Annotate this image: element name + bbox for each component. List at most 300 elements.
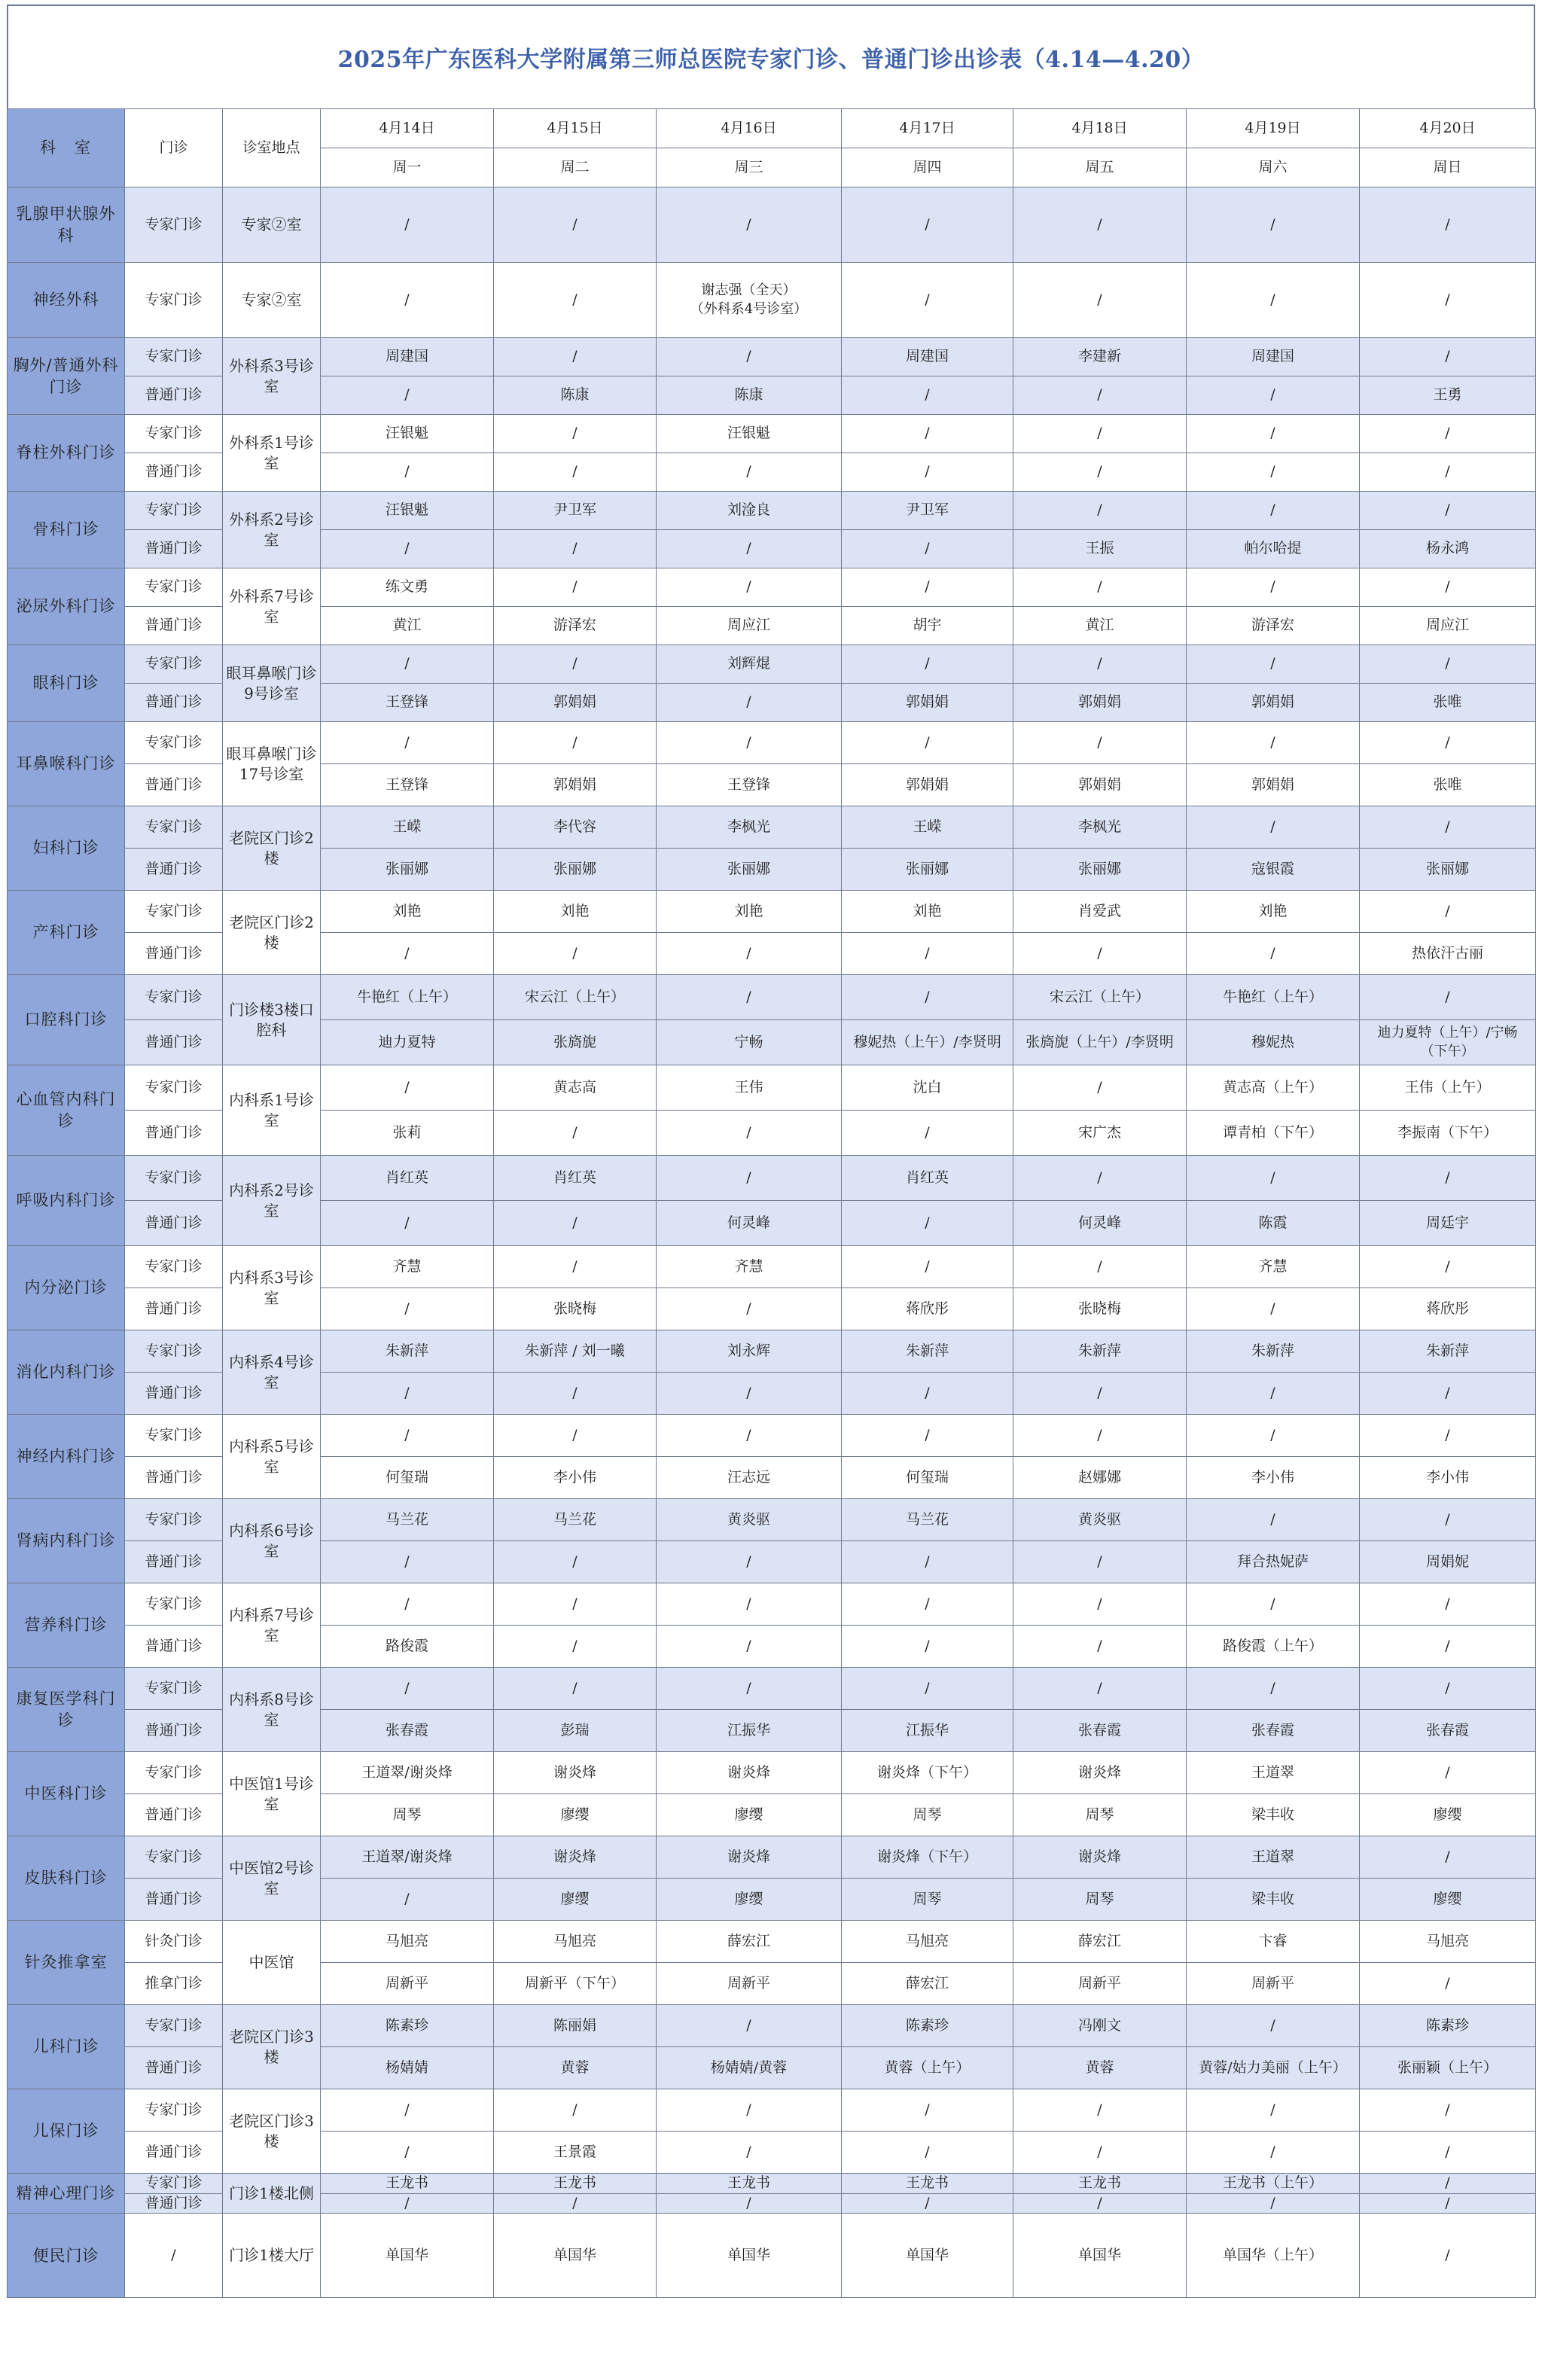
schedule-cell: 赵娜娜 (1013, 1457, 1187, 1499)
schedule-cell: / (657, 933, 842, 975)
clinic-location: 老院区门诊2楼 (223, 891, 321, 975)
schedule-cell: / (657, 1583, 842, 1626)
department-name: 妇科门诊 (8, 806, 125, 891)
schedule-cell: 王振 (1013, 530, 1187, 568)
header-weekday: 周日 (1360, 148, 1536, 187)
schedule-cell: / (1187, 415, 1360, 453)
table-row (8, 1415, 1536, 1457)
clinic-type: 专家门诊 (125, 722, 223, 764)
schedule-cell: 汪志远 (657, 1457, 842, 1499)
schedule-cell: 王景霞 (494, 2132, 657, 2174)
schedule-cell: / (657, 2089, 842, 2132)
table-row (8, 1583, 1536, 1626)
department-name: 儿保门诊 (8, 2089, 125, 2174)
schedule-cell: / (1187, 1288, 1360, 1330)
schedule-cell: 廖缨 (657, 1879, 842, 1921)
schedule-cell: 周新平 (1013, 1963, 1187, 2005)
schedule-cell: 游泽宏 (1187, 607, 1360, 645)
schedule-cell: / (1187, 2005, 1360, 2047)
schedule-cell: 何玺瑞 (321, 1457, 494, 1499)
schedule-cell: / (1360, 1415, 1536, 1457)
schedule-cell: 朱新萍 / 刘一曦 (494, 1330, 657, 1373)
schedule-cell: 周新平 (1187, 1963, 1360, 2005)
table-row (8, 1156, 1536, 1201)
clinic-location: 内科系5号诊室 (223, 1415, 321, 1499)
schedule-cell: / (494, 933, 657, 975)
clinic-location: 老院区门诊3楼 (223, 2005, 321, 2089)
schedule-cell: 王伟（上午） (1360, 1065, 1536, 1111)
clinic-type: 普通门诊 (125, 1879, 223, 1921)
schedule-cell: 谢炎烽 (494, 1752, 657, 1794)
schedule-cell: 梁丰收 (1187, 1794, 1360, 1836)
clinic-type: 普通门诊 (125, 453, 223, 492)
schedule-cell: 卞睿 (1187, 1921, 1360, 1963)
schedule-cell: 王龙书 (842, 2174, 1013, 2194)
schedule-cell: / (494, 453, 657, 492)
schedule-cell: / (1360, 1963, 1536, 2005)
schedule-cell: / (657, 453, 842, 492)
schedule-cell: / (657, 2193, 842, 2214)
schedule-cell: / (1360, 492, 1536, 530)
schedule-cell: 王勇 (1360, 376, 1536, 415)
schedule-cell: 张莉 (321, 1111, 494, 1156)
schedule-cell: 牛艳红（上午） (1187, 975, 1360, 1020)
schedule-cell: / (321, 1583, 494, 1626)
schedule-cell: / (494, 1583, 657, 1626)
schedule-cell: 郭娟娟 (494, 764, 657, 806)
schedule-cell: 郭娟娟 (1013, 684, 1187, 722)
schedule-cell: / (321, 722, 494, 764)
schedule-cell: / (321, 1065, 494, 1111)
clinic-location: 门诊1楼北侧 (223, 2174, 321, 2214)
schedule-cell: / (321, 530, 494, 568)
schedule-cell: 江振华 (657, 1710, 842, 1752)
schedule-cell: / (1187, 1499, 1360, 1541)
schedule-cell: / (1013, 1373, 1187, 1415)
schedule-sheet (7, 5, 1535, 2298)
department-name: 针灸推拿室 (8, 1921, 125, 2005)
schedule-cell: 尹卫军 (494, 492, 657, 530)
schedule-cell: 周建国 (1187, 338, 1360, 376)
table-row (8, 806, 1536, 849)
schedule-cell: / (1187, 568, 1360, 607)
schedule-cell: / (1360, 1668, 1536, 1710)
schedule-cell: / (842, 1626, 1013, 1668)
clinic-location: 内科系2号诊室 (223, 1156, 321, 1246)
schedule-cell: / (1013, 2089, 1187, 2132)
schedule-cell: 谢炎烽 (1013, 1752, 1187, 1794)
schedule-cell: / (1360, 453, 1536, 492)
schedule-cell: 王龙书 (657, 2174, 842, 2194)
department-name: 精神心理门诊 (8, 2174, 125, 2214)
header-row-dates (8, 109, 1536, 148)
schedule-cell: / (494, 1201, 657, 1246)
clinic-location: 外科系2号诊室 (223, 492, 321, 568)
schedule-cell: / (1360, 263, 1536, 338)
schedule-cell: 李振南（下午） (1360, 1111, 1536, 1156)
schedule-cell: 单国华 (657, 2214, 842, 2298)
clinic-type: 普通门诊 (125, 684, 223, 722)
clinic-type: 普通门诊 (125, 1373, 223, 1415)
schedule-cell: 马旭亮 (1360, 1921, 1536, 1963)
schedule-cell: / (1360, 2214, 1536, 2298)
schedule-cell: / (657, 684, 842, 722)
clinic-type: 专家门诊 (125, 2174, 223, 2194)
schedule-cell: 周琴 (842, 1794, 1013, 1836)
header-date: 4月20日 (1360, 109, 1536, 148)
schedule-cell: / (657, 1415, 842, 1457)
clinic-type: 普通门诊 (125, 1201, 223, 1246)
schedule-cell: / (1013, 1156, 1187, 1201)
schedule-cell: / (657, 2005, 842, 2047)
department-name: 乳腺甲状腺外科 (8, 187, 125, 263)
clinic-type: 普通门诊 (125, 1020, 223, 1065)
schedule-cell: / (321, 1879, 494, 1921)
clinic-type: 专家门诊 (125, 1499, 223, 1541)
schedule-cell: 彭瑞 (494, 1710, 657, 1752)
table-row (8, 2089, 1536, 2132)
schedule-cell: 李枫光 (1013, 806, 1187, 849)
table-row (8, 492, 1536, 530)
header-date: 4月14日 (321, 109, 494, 148)
clinic-type: 推拿门诊 (125, 1963, 223, 2005)
schedule-cell: / (1013, 376, 1187, 415)
schedule-cell: / (842, 2193, 1013, 2214)
schedule-cell: / (1187, 1583, 1360, 1626)
header-weekday: 周五 (1013, 148, 1187, 187)
clinic-type: 专家门诊 (125, 415, 223, 453)
schedule-cell: / (1013, 645, 1187, 684)
schedule-cell: / (842, 263, 1013, 338)
clinic-type: 专家门诊 (125, 1583, 223, 1626)
schedule-cell: 周琴 (842, 1879, 1013, 1921)
schedule-cell: 周琴 (1013, 1794, 1187, 1836)
schedule-cell: 黄蓉 (494, 2047, 657, 2089)
header-date: 4月17日 (842, 109, 1013, 148)
schedule-cell: / (1360, 645, 1536, 684)
schedule-cell: / (842, 1415, 1013, 1457)
schedule-cell: / (1360, 806, 1536, 849)
schedule-cell: 迪力夏特（上午）/宁畅 （下午） (1360, 1020, 1536, 1065)
schedule-cell: 宋云江（上午） (1013, 975, 1187, 1020)
clinic-location: 外科系7号诊室 (223, 568, 321, 645)
schedule-cell: 张丽娜 (842, 849, 1013, 891)
schedule-cell: / (321, 1668, 494, 1710)
schedule-cell: 张唯 (1360, 764, 1536, 806)
schedule-cell: / (1360, 2193, 1536, 2214)
schedule-cell: 汪银魁 (321, 492, 494, 530)
schedule-cell: 马旭亮 (842, 1921, 1013, 1963)
table-row (8, 187, 1536, 263)
schedule-cell: 郭娟娟 (494, 684, 657, 722)
schedule-cell: / (1360, 1246, 1536, 1288)
schedule-cell: 杨婧婧 (321, 2047, 494, 2089)
schedule-cell: / (657, 1111, 842, 1156)
clinic-location: 眼耳鼻喉门诊17号诊室 (223, 722, 321, 806)
schedule-cell: 黄志高（上午） (1187, 1065, 1360, 1111)
schedule-cell: / (1013, 1246, 1187, 1288)
schedule-cell: 薛宏江 (842, 1963, 1013, 2005)
schedule-cell: / (494, 1246, 657, 1288)
schedule-cell: / (1187, 2193, 1360, 2214)
schedule-cell: / (1187, 453, 1360, 492)
schedule-cell: / (1013, 1583, 1187, 1626)
schedule-cell: 单国华 (842, 2214, 1013, 2298)
table-row (8, 263, 1536, 338)
schedule-cell: 郭娟娟 (1187, 764, 1360, 806)
schedule-cell: 陈康 (657, 376, 842, 415)
department-name: 神经内科门诊 (8, 1415, 125, 1499)
clinic-type: 普通门诊 (125, 530, 223, 568)
schedule-cell: 牛艳红（上午） (321, 975, 494, 1020)
schedule-cell: 李小伟 (1187, 1457, 1360, 1499)
schedule-cell: / (1360, 2089, 1536, 2132)
schedule-cell: 肖红英 (842, 1156, 1013, 1201)
schedule-cell: / (1187, 492, 1360, 530)
clinic-location: 内科系8号诊室 (223, 1668, 321, 1752)
schedule-cell: 黄江 (1013, 607, 1187, 645)
schedule-cell: 何灵峰 (657, 1201, 842, 1246)
department-name: 胸外/普通外科门诊 (8, 338, 125, 415)
schedule-cell: / (1360, 187, 1536, 263)
schedule-cell: 单国华（上午） (1187, 2214, 1360, 2298)
header-date: 4月15日 (494, 109, 657, 148)
schedule-cell: / (842, 1201, 1013, 1246)
schedule-cell: 张丽娜 (494, 849, 657, 891)
schedule-cell: / (842, 376, 1013, 415)
header-weekday: 周四 (842, 148, 1013, 187)
schedule-cell: / (842, 415, 1013, 453)
clinic-location: 老院区门诊3楼 (223, 2089, 321, 2174)
schedule-cell: 王登锋 (321, 764, 494, 806)
clinic-location: 眼耳鼻喉门诊9号诊室 (223, 645, 321, 722)
clinic-location: 门诊楼3楼口腔科 (223, 975, 321, 1065)
schedule-cell: / (1187, 1373, 1360, 1415)
schedule-cell: / (494, 2193, 657, 2214)
table-row (8, 1752, 1536, 1794)
clinic-type: 普通门诊 (125, 2047, 223, 2089)
schedule-cell: 郭娟娟 (1187, 684, 1360, 722)
schedule-cell: 谢炎烽 (657, 1752, 842, 1794)
schedule-cell: / (494, 263, 657, 338)
clinic-type: 专家门诊 (125, 2089, 223, 2132)
clinic-location: 中医馆 (223, 1921, 321, 2005)
schedule-cell: / (1360, 2132, 1536, 2174)
clinic-location: 外科系3号诊室 (223, 338, 321, 415)
schedule-cell: 王龙书（上午） (1187, 2174, 1360, 2194)
schedule-cell: / (321, 263, 494, 338)
schedule-cell: / (842, 722, 1013, 764)
schedule-cell: / (1187, 2132, 1360, 2174)
header-type: 门诊 (125, 109, 223, 187)
schedule-cell: 李建新 (1013, 338, 1187, 376)
schedule-cell: / (1187, 376, 1360, 415)
schedule-cell: 王道翠/谢炎烽 (321, 1752, 494, 1794)
schedule-cell: 周新平 (321, 1963, 494, 2005)
clinic-type: 普通门诊 (125, 1457, 223, 1499)
schedule-cell: / (321, 645, 494, 684)
schedule-cell: / (1013, 187, 1187, 263)
table-row (8, 1921, 1536, 1963)
schedule-cell: / (321, 1201, 494, 1246)
schedule-cell: / (1360, 1373, 1536, 1415)
schedule-cell: 郭娟娟 (842, 684, 1013, 722)
schedule-cell: / (842, 1541, 1013, 1583)
schedule-cell: / (1360, 975, 1536, 1020)
schedule-cell: 王登锋 (321, 684, 494, 722)
schedule-cell: / (1187, 645, 1360, 684)
clinic-location: 老院区门诊2楼 (223, 806, 321, 891)
clinic-type: 普通门诊 (125, 1794, 223, 1836)
schedule-cell: / (321, 453, 494, 492)
schedule-cell: / (657, 1541, 842, 1583)
schedule-cell: / (494, 568, 657, 607)
clinic-type: 专家门诊 (125, 891, 223, 933)
clinic-type: 专家门诊 (125, 338, 223, 376)
schedule-cell: / (842, 1583, 1013, 1626)
schedule-table (7, 108, 1536, 2298)
schedule-cell: 马旭亮 (494, 1921, 657, 1963)
clinic-location: 内科系7号诊室 (223, 1583, 321, 1668)
table-row (8, 1065, 1536, 1111)
schedule-cell: 马兰花 (842, 1499, 1013, 1541)
clinic-type: 专家门诊 (125, 975, 223, 1020)
schedule-cell: / (842, 933, 1013, 975)
schedule-cell: 齐慧 (657, 1246, 842, 1288)
department-name: 骨科门诊 (8, 492, 125, 568)
schedule-cell: / (842, 2132, 1013, 2174)
header-date: 4月18日 (1013, 109, 1187, 148)
schedule-cell: 穆妮热 (1187, 1020, 1360, 1065)
schedule-cell: 王龙书 (494, 2174, 657, 2194)
schedule-cell: 廖缨 (494, 1794, 657, 1836)
schedule-cell: / (321, 1288, 494, 1330)
table-row (8, 1246, 1536, 1288)
clinic-location: 外科系1号诊室 (223, 415, 321, 492)
department-name: 内分泌门诊 (8, 1246, 125, 1330)
schedule-cell: 王道翠/谢炎烽 (321, 1836, 494, 1879)
schedule-cell: 热依汗古丽 (1360, 933, 1536, 975)
table-row (8, 2214, 1536, 2298)
schedule-cell: / (657, 1668, 842, 1710)
clinic-location: 内科系6号诊室 (223, 1499, 321, 1583)
schedule-cell: / (1013, 2132, 1187, 2174)
schedule-cell: 穆妮热（上午）/李贤明 (842, 1020, 1013, 1065)
table-row (8, 2005, 1536, 2047)
schedule-cell: / (1360, 1626, 1536, 1668)
schedule-cell: 王嵘 (321, 806, 494, 849)
clinic-type: 普通门诊 (125, 1111, 223, 1156)
schedule-cell: 刘艳 (321, 891, 494, 933)
schedule-cell: 冯刚文 (1013, 2005, 1187, 2047)
department-name: 肾病内科门诊 (8, 1499, 125, 1583)
schedule-cell: 胡宇 (842, 607, 1013, 645)
department-name: 康复医学科门诊 (8, 1668, 125, 1752)
header-weekday: 周三 (657, 148, 842, 187)
schedule-cell: 张丽颖（上午） (1360, 2047, 1536, 2089)
schedule-cell: 张丽娜 (321, 849, 494, 891)
schedule-cell: / (494, 645, 657, 684)
schedule-cell: 李枫光 (657, 806, 842, 849)
schedule-cell: / (657, 1373, 842, 1415)
table-row (8, 2174, 1536, 2194)
clinic-type: 专家门诊 (125, 263, 223, 338)
schedule-cell: / (1360, 722, 1536, 764)
schedule-cell: 张丽娜 (1013, 849, 1187, 891)
schedule-cell: 游泽宏 (494, 607, 657, 645)
schedule-cell: 黄蓉/姑力美丽（上午） (1187, 2047, 1360, 2089)
department-name: 便民门诊 (8, 2214, 125, 2298)
schedule-cell: / (1013, 453, 1187, 492)
schedule-cell: 尹卫军 (842, 492, 1013, 530)
table-row (8, 338, 1536, 376)
schedule-cell: / (1360, 338, 1536, 376)
clinic-type: 专家门诊 (125, 1330, 223, 1373)
schedule-cell: / (1013, 492, 1187, 530)
schedule-cell: / (1360, 2174, 1536, 2194)
schedule-cell: 单国华 (494, 2214, 657, 2298)
schedule-cell: 周应江 (1360, 607, 1536, 645)
schedule-cell: / (321, 187, 494, 263)
schedule-cell: / (1013, 415, 1187, 453)
header-weekday: 周二 (494, 148, 657, 187)
schedule-cell: / (842, 645, 1013, 684)
schedule-cell: 朱新萍 (1187, 1330, 1360, 1373)
schedule-cell: 张旖旎 (494, 1020, 657, 1065)
table-row (8, 891, 1536, 933)
page-title: 2025年广东医科大学附属第三师总医院专家门诊、普通门诊出诊表（4.14—4.20） (7, 5, 1535, 108)
schedule-cell: / (1187, 187, 1360, 263)
schedule-cell: / (657, 1626, 842, 1668)
header-weekday: 周一 (321, 148, 494, 187)
schedule-cell: 王龙书 (321, 2174, 494, 2194)
header-date: 4月16日 (657, 109, 842, 148)
schedule-cell: 汪银魁 (321, 415, 494, 453)
schedule-cell: 宁畅 (657, 1020, 842, 1065)
schedule-cell: 蒋欣彤 (1360, 1288, 1536, 1330)
schedule-cell: 迪力夏特 (321, 1020, 494, 1065)
schedule-cell: / (494, 338, 657, 376)
schedule-cell: 廖缨 (1360, 1794, 1536, 1836)
schedule-cell: 陈丽娟 (494, 2005, 657, 2047)
department-name: 营养科门诊 (8, 1583, 125, 1668)
clinic-type: 专家门诊 (125, 1156, 223, 1201)
schedule-cell: / (494, 2089, 657, 2132)
schedule-cell: / (1013, 1065, 1187, 1111)
schedule-cell: 张旖旎（上午）/李贤明 (1013, 1020, 1187, 1065)
schedule-cell: / (1360, 1499, 1536, 1541)
schedule-cell: / (1360, 1583, 1536, 1626)
schedule-cell: / (842, 1373, 1013, 1415)
schedule-cell: 王嵘 (842, 806, 1013, 849)
schedule-cell: / (1013, 2193, 1187, 2214)
schedule-cell: 黄江 (321, 607, 494, 645)
schedule-cell: 薛宏江 (657, 1921, 842, 1963)
table-row (8, 1330, 1536, 1373)
schedule-cell: 张春霞 (1187, 1710, 1360, 1752)
schedule-cell: 谢炎烽（下午） (842, 1752, 1013, 1794)
schedule-cell: 刘艳 (1187, 891, 1360, 933)
clinic-location: 内科系4号诊室 (223, 1330, 321, 1415)
schedule-cell: 廖缨 (657, 1794, 842, 1836)
clinic-type: 普通门诊 (125, 1710, 223, 1752)
schedule-cell: 周新平（下午） (494, 1963, 657, 2005)
schedule-cell: 郭娟娟 (1013, 764, 1187, 806)
schedule-cell: / (1187, 263, 1360, 338)
header-date: 4月19日 (1187, 109, 1360, 148)
clinic-type: 普通门诊 (125, 2193, 223, 2214)
schedule-cell: 周琴 (1013, 1879, 1187, 1921)
